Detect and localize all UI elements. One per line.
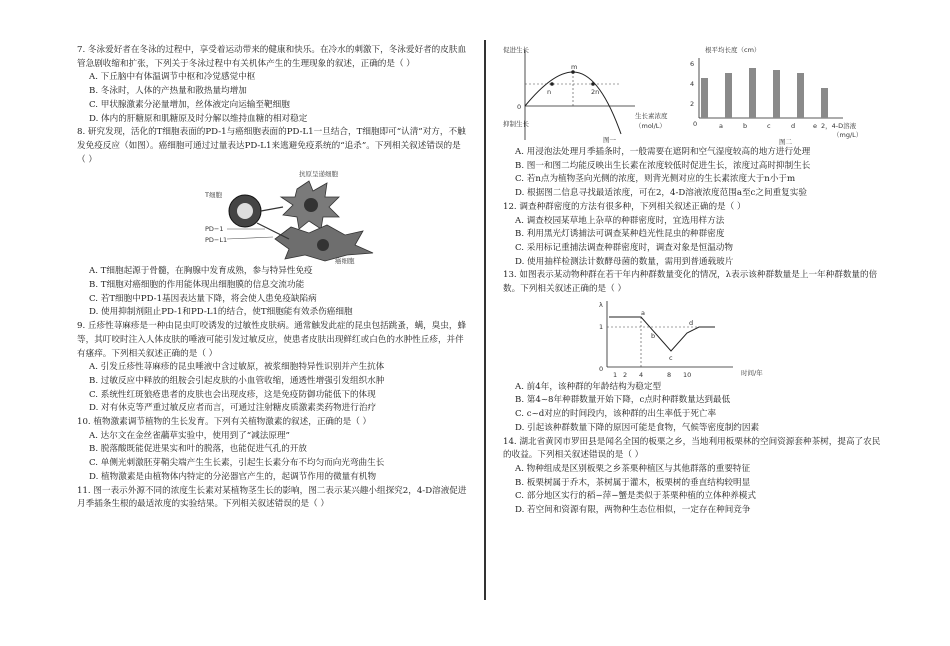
lambda-xlabel: 时间/年 [741, 368, 763, 377]
column-divider [484, 40, 486, 600]
pd1-label: PD−1 [205, 225, 224, 234]
immune-cell-diagram [77, 167, 467, 265]
fig2-xtick-c: c [767, 122, 771, 130]
lambda-zero: 0 [599, 364, 604, 373]
fig2-ytick-2: 2 [690, 100, 695, 108]
lambda-point-b: b [651, 331, 656, 340]
question-11-option-b: B. 图一和图二均能反映出生长素在浓度较低时促进生长，浓度过高时抑制生长 [515, 160, 811, 171]
question-11-option-d: D. 根据图二信息寻找最适浓度，可在2，4-D溶液浓度范围a至c之间重复实验 [515, 188, 807, 199]
question-7-stem: 7. 冬泳爱好者在冬泳的过程中，享受着运动带来的健康和快乐。在冷水的刺激下，冬泳爱好者的皮肤血管急剧收缩和扩张，下列关于冬泳过程中有关机体产生的生理现象的叙述，正确的是（ ） [77, 45, 467, 69]
question-7-option-b: B. 冬泳时，人体的产热量和散热量均增加 [89, 86, 247, 97]
question-14-option-c: C. 部分地区实行的稻−萍−蟹是类似于茶栗种植的立体种养模式 [515, 491, 756, 502]
pdl1-pointer [227, 237, 273, 239]
fig1-xunit: （mol/L） [635, 122, 666, 130]
question-9-option-a: A. 引发丘疹性荨麻疹的昆虫唾液中含过敏原，被浆细胞特异性识别并产生抗体 [89, 362, 385, 373]
question-13-option-d: D. 引起该种群数量下降的原因可能是食物，气候等密度制约因素 [515, 422, 760, 433]
fig2-bar-c [773, 70, 780, 118]
question-13-option-c: C. c~d对应的时间段内，该种群的出生率低于死亡率 [515, 409, 717, 420]
question-13-stem: 13. 如图表示某动物种群在若干年内种群数量变化的情况，λ表示该种群数量是上一年种群数量的倍数。下列相关叙述正确的是（ ） [503, 270, 878, 295]
fig2-xtick-b: b [743, 122, 748, 130]
fig2-ytick-0: 0 [693, 120, 698, 128]
lambda-xtick-8: 8 [667, 370, 672, 379]
fig2-bar-0 [701, 78, 708, 118]
question-14-option-d: D. 若空间和资源有限，两物种生态位相似，一定存在种间竞争 [515, 505, 751, 516]
lambda-point-d: d [689, 318, 694, 327]
fig1-label-m: m [571, 63, 578, 71]
lambda-line [609, 317, 715, 351]
question-8-option-b: B. T细胞对癌细胞的作用能体现出细胞膜的信息交流功能 [89, 280, 305, 291]
question-10-option-d: D. 植物激素是由植物体内特定的分泌器官产生的，起调节作用的微量有机物 [89, 471, 377, 482]
fig1-point-2n [591, 82, 595, 86]
question-7-option-a: A. 下丘脑中有体温调节中枢和冷觉感觉中枢 [89, 72, 256, 83]
fig2-title: 根平均长度（cm） [705, 46, 761, 54]
fig2-xtick-d: d [791, 122, 796, 130]
lambda-point-a: a [641, 308, 645, 317]
question-7-option-c: C. 甲状腺激素分泌量增加，丝体液定向运输至靶细胞 [89, 99, 290, 110]
immune-cell-figure [77, 167, 467, 265]
fig2-bar-e [821, 88, 828, 118]
fig1-label-2n: 2n [591, 88, 600, 96]
question-11-options [503, 146, 881, 201]
lambda-xtick-2: 2 [623, 370, 628, 379]
question-9-option-c: C. 系统性红斑狼疮患者的皮肤也会出现皮疹，这是免疫防御功能低下的体现 [89, 389, 376, 400]
apc-nucleus [304, 198, 318, 212]
fig1-point-n [550, 82, 554, 86]
question-8-stem: 8. 研究发现，活化的T细胞表面的PD-1与癌细胞表面的PD-L1一旦结合，T细胞即可“认清”对方，不触发免疫反应（如图）。癌细胞可通过过量表达PD-L1来逃避免疫系统的“追杀”。下列相关叙述错误的是（ ） [77, 127, 466, 165]
question-8-option-d: D. 使用抑制剂阻止PD-1和PD-L1的结合，使T细胞能有效杀伤癌细胞 [89, 307, 353, 318]
tcell-apc-contact [261, 207, 283, 211]
left-column [77, 44, 467, 512]
figure-2-root-length-chart [683, 44, 883, 146]
pdl1-label: PD−L1 [205, 236, 228, 245]
right-column [503, 44, 881, 518]
q11-figures [503, 44, 881, 146]
question-12 [503, 201, 881, 270]
question-9-option-d: D. 对有休克等严重过敏反应者而言，可通过注射糖皮质激素类药物进行治疗 [89, 403, 377, 414]
question-13-option-b: B. 第4~8年种群数量开始下降，c点时种群数量达到最低 [515, 395, 731, 406]
fig1-ylabel-bottom: 抑制生长 [503, 120, 529, 128]
question-10-option-c: C. 单侧光刺激胚芽鞘尖端产生生长素，引起生长素分布不均匀而向光弯曲生长 [89, 458, 385, 469]
fig2-caption: 图二 [779, 138, 792, 146]
lambda-xtick-4: 4 [639, 370, 644, 379]
question-10-option-b: B. 脱落酸既能促进果实和叶的脱落，也能促进气孔的开放 [89, 444, 308, 455]
question-11-option-c: C. 若n点为植物茎向光侧的浓度，则背光侧对应的生长素浓度大于n小于m [515, 174, 796, 185]
figure-1-auxin-curve [503, 44, 683, 146]
fig2-xtick-e: e [813, 122, 817, 130]
fig2-bar-a [725, 73, 732, 118]
fig2-bar-d [797, 73, 804, 118]
question-11 [77, 485, 467, 512]
question-14-option-a: A. 物种组成是区别板栗之乡茶栗种植区与其他群落的重要特征 [515, 463, 751, 474]
fig1-xlabel: 生长素浓度 [635, 112, 668, 120]
lambda-xtick-1: 1 [613, 370, 618, 379]
t-cell-nucleus [237, 203, 253, 219]
question-10-stem: 10. 植物激素调节植物的生长发育。下列有关植物激素的叙述，正确的是（ ） [77, 417, 372, 428]
fig2-ytick-4: 4 [690, 80, 695, 88]
lambda-xtick-10: 10 [683, 370, 692, 379]
fig2-bars [701, 68, 828, 118]
fig1-label-n: n [547, 88, 552, 96]
question-12-option-b: B. 利用黑光灯诱捕法可调查某种趋光性昆虫的种群密度 [515, 229, 725, 240]
question-7-option-d: D. 体内的肝糖原和肌糖原及时分解以维持血糖的相对稳定 [89, 113, 308, 124]
lambda-ylabel: λ [599, 300, 603, 309]
question-12-option-d: D. 使用抽样检测法计数酵母菌的数量，需用到普通载玻片 [515, 256, 734, 267]
fig1-zero: 0 [517, 103, 522, 111]
cancer-cell-nucleus [317, 239, 329, 251]
fig2-xlabel: 2，4-D溶液 [821, 122, 857, 130]
question-12-option-a: A. 调查校园某草地上杂草的种群密度时，宜选用样方法 [515, 215, 725, 226]
lambda-point-c: c [669, 353, 673, 362]
question-14-stem: 14. 湖北省黄冈市罗田县是闻名全国的板栗之乡，当地利用板栗林的空间资源套种茶树，提高了农民的收益。下列相关叙述错误的是（ ） [503, 436, 881, 461]
t-cell-label: T细胞 [205, 191, 222, 200]
fig1-ylabel-top: 促进生长 [503, 46, 529, 54]
question-9-option-b: B. 过敏反应中释放的组胺会引起皮肤的小血管收缩，通透性增强引发组织水肿 [89, 375, 385, 386]
pd1-pdl1-binding [257, 223, 289, 239]
question-13 [503, 269, 881, 435]
lambda-one: 1 [599, 322, 604, 331]
fig2-xtick-a: a [719, 122, 723, 130]
question-13-option-a: A. 前4年，该种群的年龄结构为稳定型 [515, 381, 662, 392]
lambda-figure [503, 297, 881, 381]
question-10-option-a: A. 达尔文在金丝雀虉草实验中，使用到了“减法原理” [89, 430, 290, 441]
question-14 [503, 436, 881, 518]
question-11-option-a: A. 用浸泡法处理月季插条时，一般需要在遮阴和空气湿度较高的地方进行处理 [515, 147, 811, 157]
question-8-option-a: A. T细胞起源于骨髓，在胸腺中发育成熟，参与特异性免疫 [89, 266, 313, 277]
question-8 [77, 126, 467, 320]
cancer-cell-label: 癌细胞 [335, 257, 355, 266]
fig1-caption: 图一 [603, 136, 616, 144]
antigen-cell-label: 抗原呈递细胞 [299, 170, 338, 179]
question-10 [77, 416, 467, 485]
question-8-option-c: C. 若T细胞中PD-1基因表达量下降，将会使人患免疫缺陷病 [89, 293, 317, 304]
lambda-curve [503, 297, 881, 381]
question-11-stem: 11. 图一表示外源不同的浓度生长素对某植物茎生长的影响，图二表示某兴趣小组探究2，4-D溶液促进月季插条生根的最适浓度的实验结果。下列相关叙述错误的是（ ） [77, 485, 467, 510]
question-9 [77, 320, 467, 416]
fig2-ytick-6: 6 [690, 60, 695, 68]
question-12-stem: 12. 调查种群密度的方法有很多种，下列相关叙述正确的是（ ） [503, 201, 746, 212]
question-7 [77, 44, 467, 126]
fig2-bar-b [749, 68, 756, 118]
question-12-option-c: C. 采用标记重捕法调查种群密度时，调查对象是恒温动物 [515, 242, 733, 253]
fig2-xunit: （mg/L） [833, 131, 863, 139]
question-9-stem: 9. 丘疹性荨麻疹是一种由昆虫叮咬诱发的过敏性皮肤病。通常触发此症的昆虫包括跳蚤，螨，臭虫，蜂等，其叮咬时注入人体皮肤的唾液可能引发过敏反应，使患者皮肤出现鲜红或白色的水肿性丘疹，并伴有瘙痒。下列相关叙述正确的是（ ） [77, 321, 467, 359]
question-14-option-b: B. 板栗树属于乔木，茶树属于灌木，板栗树的垂直结构较明显 [515, 477, 751, 488]
